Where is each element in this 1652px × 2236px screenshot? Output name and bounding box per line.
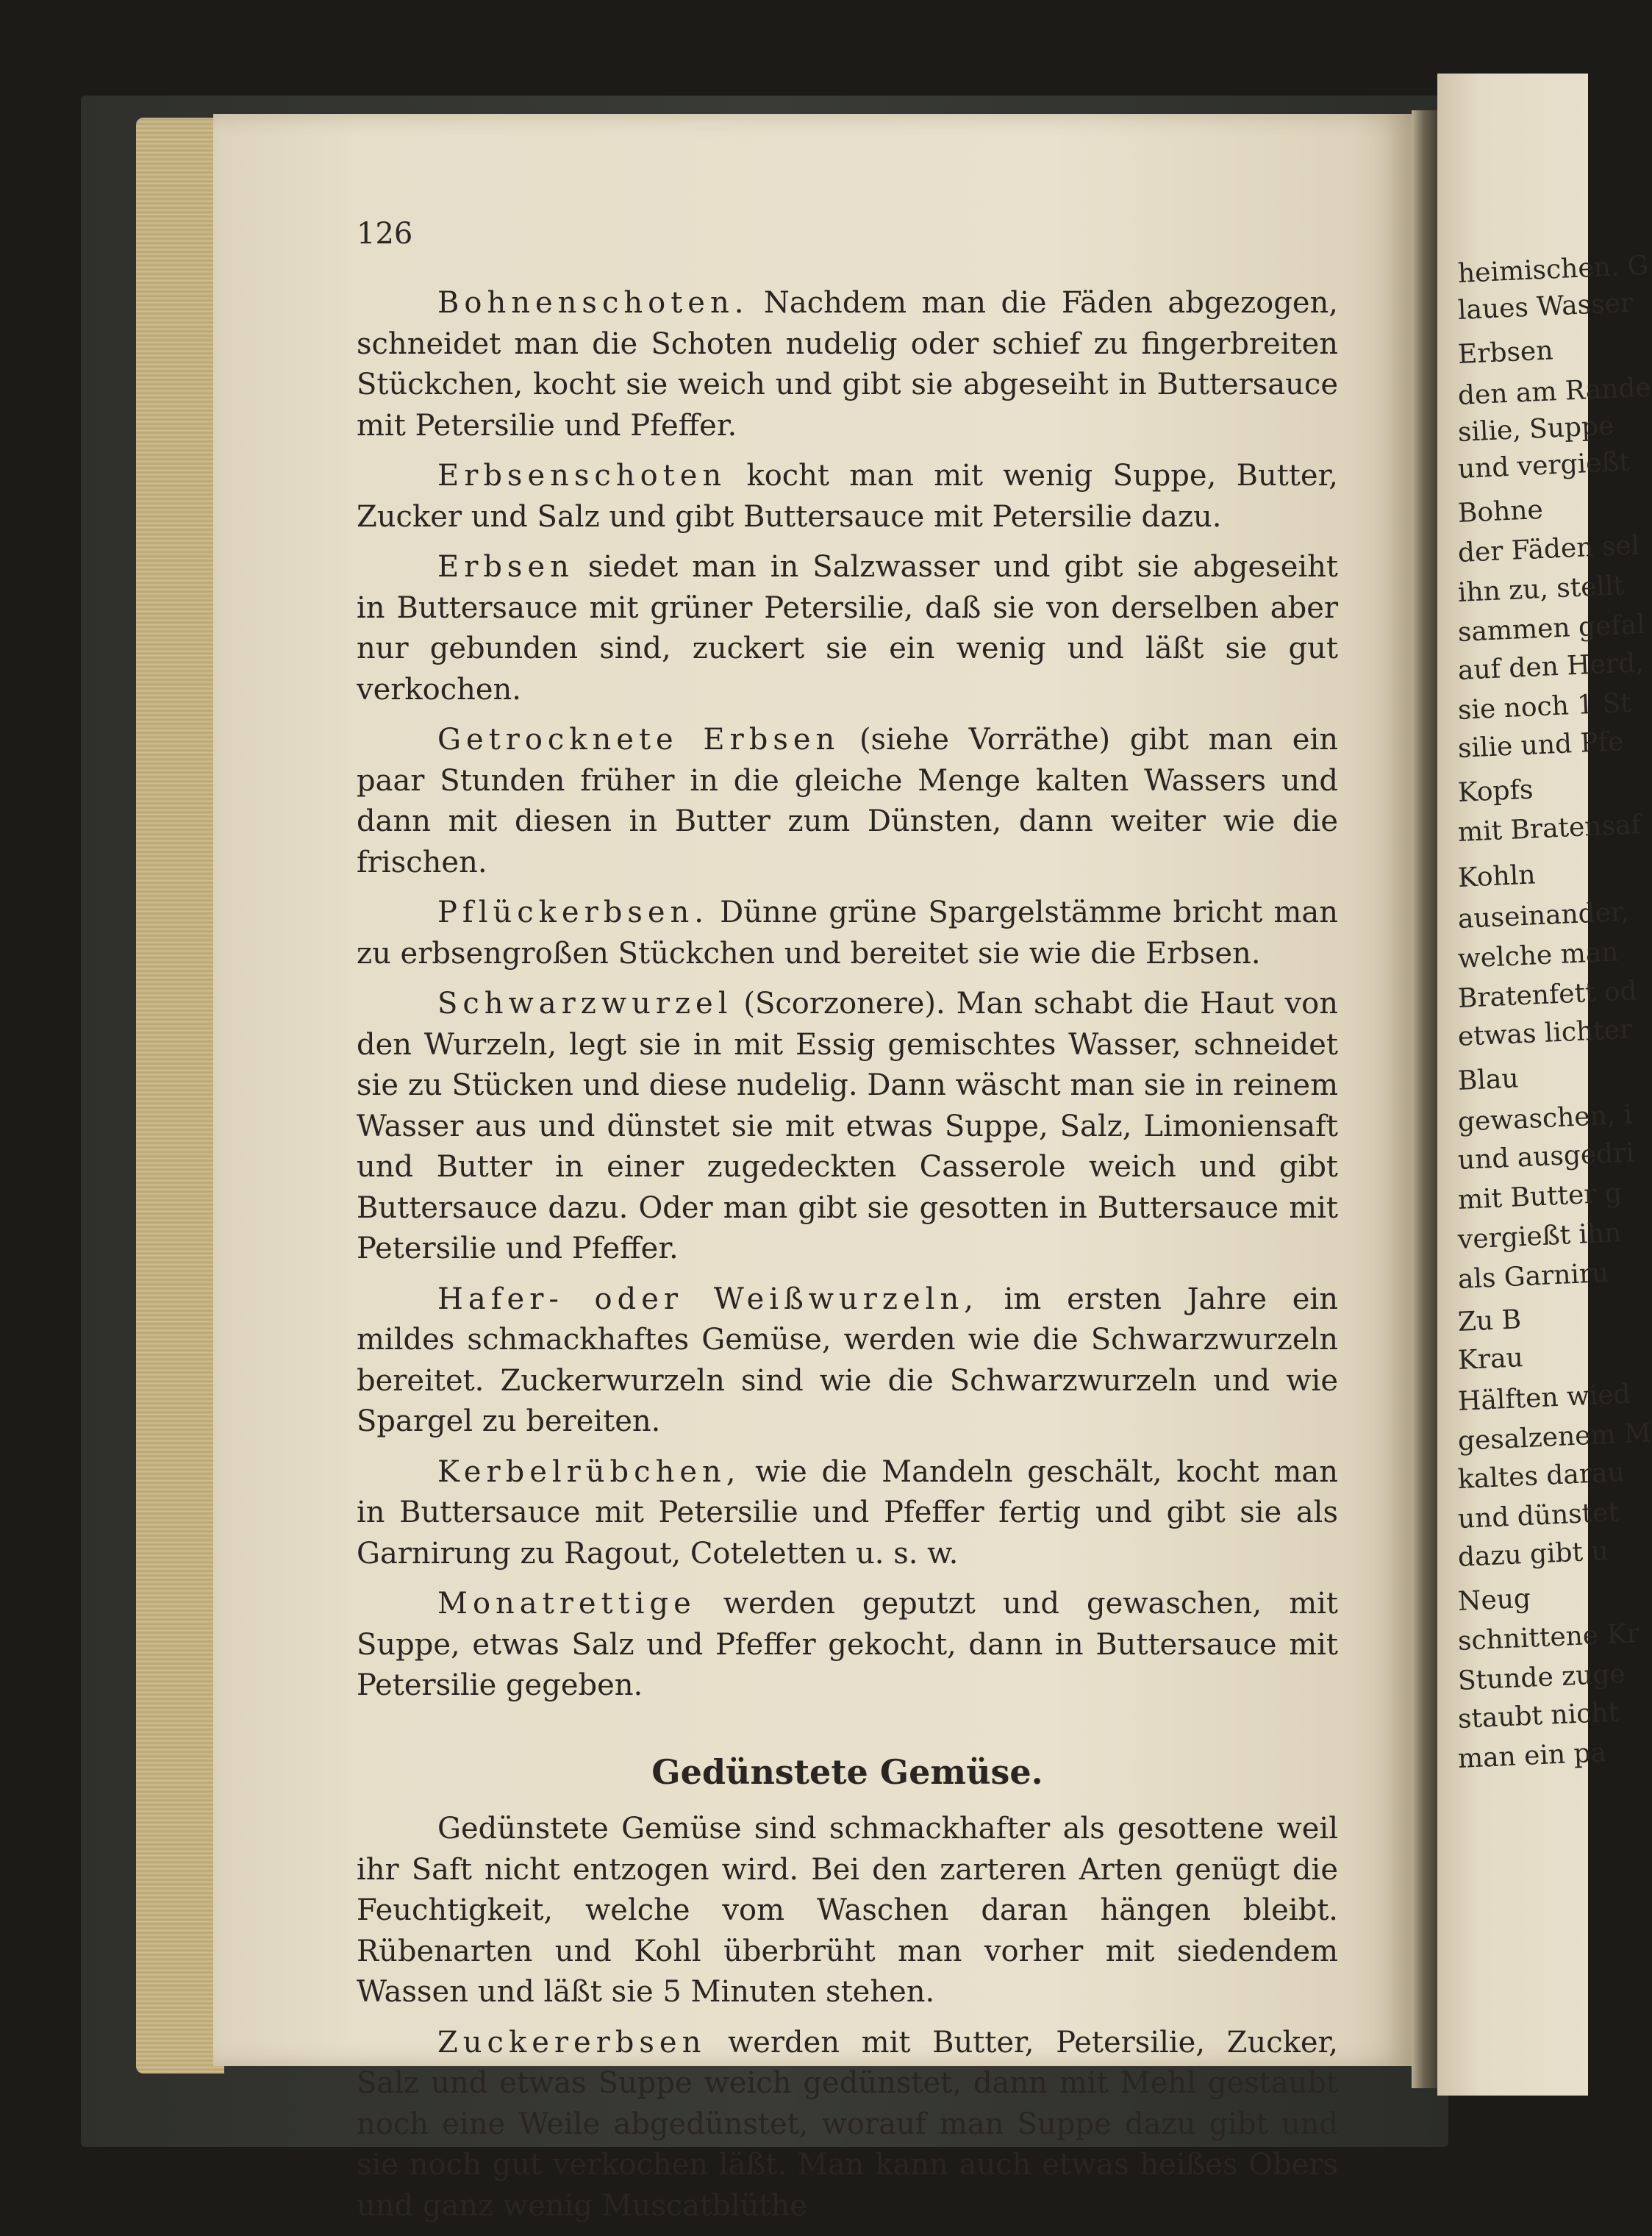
right-page-fragment: auf den Herd, — [1457, 647, 1645, 686]
term: Getrocknete Erbsen — [437, 723, 840, 757]
right-page-fragment: Stunde zuge — [1457, 1659, 1626, 1696]
right-page-fragment: und ausgedri — [1457, 1137, 1635, 1176]
paragraph — [357, 1809, 1338, 2013]
right-page-fragment: sammen gefal — [1457, 609, 1646, 648]
right-page-fragment: laues Wasser — [1457, 287, 1634, 326]
paragraph — [357, 720, 1338, 883]
right-page-fragment: Bohne — [1457, 494, 1544, 529]
paragraph — [357, 893, 1338, 974]
term: Zuckererbsen — [437, 2025, 707, 2060]
paragraph — [357, 283, 1338, 446]
right-page-fragment: sie noch 1 St — [1457, 687, 1632, 726]
paragraph-text: (siehe Vorräthe) gibt man ein paar Stunden früher in die gleiche Menge kalten Wassers und dann mit diesen in Butter zum Dünsten, dann weiter wie die frischen. — [357, 723, 1338, 879]
right-page-fragment: der Fäden sel — [1457, 530, 1640, 568]
right-page-fragment: Bratenfett od — [1457, 976, 1638, 1014]
right-page-fragment: schnittene Kr — [1457, 1618, 1640, 1657]
right-page-fragment: Hälften wied — [1457, 1379, 1631, 1417]
book-gutter — [1412, 110, 1441, 2088]
right-page-fragment: ihn zu, stellt — [1457, 571, 1625, 608]
right-page-fragment: auseinander, — [1457, 896, 1630, 935]
paragraph-text: im ersten Jahre ein mildes schmackhaftes Gemüse, werden wie die Schwarzwurzeln bereitet. Zuckerwurzeln sind wie die Schwarzwurzeln und wie Spargel zu bereiten. — [357, 1282, 1338, 1438]
term: Kerbelrübchen, — [437, 1454, 741, 1489]
right-page-fragment: Neug — [1457, 1583, 1531, 1617]
right-page-fragment: etwas lichter — [1457, 1014, 1633, 1052]
paragraph — [357, 1279, 1338, 1443]
right-page-fragment: vergießt ihn — [1457, 1218, 1623, 1255]
paragraph-text: siedet man in Salzwasser und gibt sie abgeseiht in Buttersauce mit grüner Petersilie, daß sie von derselben aber nur gebunden sind, zuckert sie ein wenig und läßt sie gut verkochen. — [357, 550, 1338, 707]
right-page-fragment: als Garniru — [1457, 1258, 1610, 1295]
term: Hafer- oder Weißwurzeln, — [437, 1282, 979, 1316]
right-page-fragment: Blau — [1457, 1063, 1520, 1096]
right-page-fragment: dazu gibt u — [1457, 1536, 1609, 1573]
section-paragraphs — [357, 1809, 1338, 2226]
paragraph — [357, 1584, 1338, 1707]
right-page-fragment: kaltes darau — [1457, 1457, 1626, 1495]
term: Erbsen — [437, 550, 574, 584]
paragraph-text: (Scorzonere). Man schabt die Haut von den Wurzeln, legt sie in mit Essig gemischtes Wasser, schneidet sie zu Stücken und diese nudelig. Dann wäscht man sie in reinem Wasser aus und dünstet sie mit etwas Suppe, Salz, Limoniensaft und Butter in einer zugedeckten Casserole weich und gibt Buttersauce dazu. Oder man gibt sie gesotten in Buttersauce mit Petersilie und Pfeffer. — [357, 987, 1338, 1265]
paragraph-text: werden geputzt und gewaschen, mit Suppe, etwas Salz und Pfeffer gekocht, dann in Buttersauce mit Petersilie gegeben. — [357, 1587, 1338, 1702]
right-page-fragment: man ein pa — [1457, 1737, 1607, 1774]
right-page-fragment: mit Butter g — [1457, 1178, 1623, 1215]
term: Monatrettige — [437, 1587, 696, 1621]
right-page-fragment: und vergießt — [1457, 446, 1631, 485]
right-page-fragment: und dünstet — [1457, 1497, 1620, 1535]
right-page-fragment: Zu B — [1457, 1304, 1522, 1337]
right-page-fragment: welche man — [1457, 937, 1620, 974]
right-page-fragment: mit Bratensaf — [1457, 810, 1642, 848]
recipe-paragraphs — [357, 283, 1338, 1707]
right-page-fragment: Kopfs — [1457, 774, 1534, 808]
paragraph-text: werden mit Butter, Petersilie, Zucker, Salz und etwas Suppe weich gedünstet, dann mit Mehl gestaubt noch eine Weile abgedünstet, worauf man Suppe dazu gibt und sie noch gut verkochen läßt. Man kann auch etwas heißes Obers und ganz wenig Muscatblüthe — [357, 2025, 1338, 2223]
right-page-fragment: Krau — [1457, 1343, 1524, 1376]
page-number: 126 — [357, 217, 413, 251]
page-edges — [136, 118, 224, 2074]
paragraph — [357, 984, 1338, 1270]
right-page-fragment: heimischen. G — [1457, 250, 1650, 289]
page-text — [357, 283, 1338, 2236]
paragraph — [357, 547, 1338, 710]
left-page — [213, 114, 1412, 2223]
right-page-fragment: gesalzenem M — [1457, 1418, 1652, 1457]
paragraph-text: Gedünstete Gemüse sind schmackhafter als gesottene weil ihr Saft nicht entzogen wird. Bei den zarteren Arten genügt die Feuchtigkeit, welche vom Waschen daran hängen bleibt. Rübenarten und Kohl überbrüht man vorher mit siedendem Wassen und läßt sie 5 Minuten stehen. — [357, 1812, 1338, 2009]
paragraph-text: Dünne grüne Spargelstämme bricht man zu erbsengroßen Stückchen und bereitet sie wie die Erbsen. — [357, 896, 1338, 971]
term: Bohnenschoten. — [437, 286, 749, 320]
right-page-fragment: silie und Pfe — [1457, 726, 1625, 764]
paragraph — [357, 456, 1338, 537]
right-page-fragment: staubt nicht — [1457, 1697, 1620, 1735]
paragraph — [357, 2023, 1338, 2227]
paragraph-text: wie die Mandeln geschält, kocht man in Buttersauce mit Petersilie und Pfeffer fertig und gibt sie als Garnirung zu Ragout, Coteletten u. s. w. — [357, 1454, 1338, 1571]
paragraph-text: Nachdem man die Fäden abgezogen, schneidet man die Schoten nudelig oder schief zu fingerbreiten Stückchen, kocht sie weich und gibt sie abgeseiht in Buttersauce mit Petersilie und Pfeffer. — [357, 286, 1338, 443]
paragraph-text: kocht man mit wenig Suppe, Butter, Zucker und Salz und gibt Buttersauce mit Petersilie dazu. — [357, 459, 1338, 534]
paragraph — [357, 1452, 1338, 1575]
right-page-fragment: den am Rande — [1457, 372, 1652, 411]
term: Pflückerbsen. — [437, 896, 709, 929]
right-page-fragment: Kohln — [1457, 860, 1537, 893]
right-page-fragment: silie, Suppe — [1457, 410, 1615, 448]
term: Schwarzwurzel — [437, 987, 733, 1021]
right-page — [1437, 74, 1652, 2096]
section-heading: Gedünstete Gemüse. — [651, 1751, 1043, 1792]
right-page-fragment: gewaschen, i — [1457, 1099, 1634, 1137]
term: Erbsenschoten — [437, 459, 727, 493]
right-page-fragment: Erbsen — [1457, 335, 1554, 370]
